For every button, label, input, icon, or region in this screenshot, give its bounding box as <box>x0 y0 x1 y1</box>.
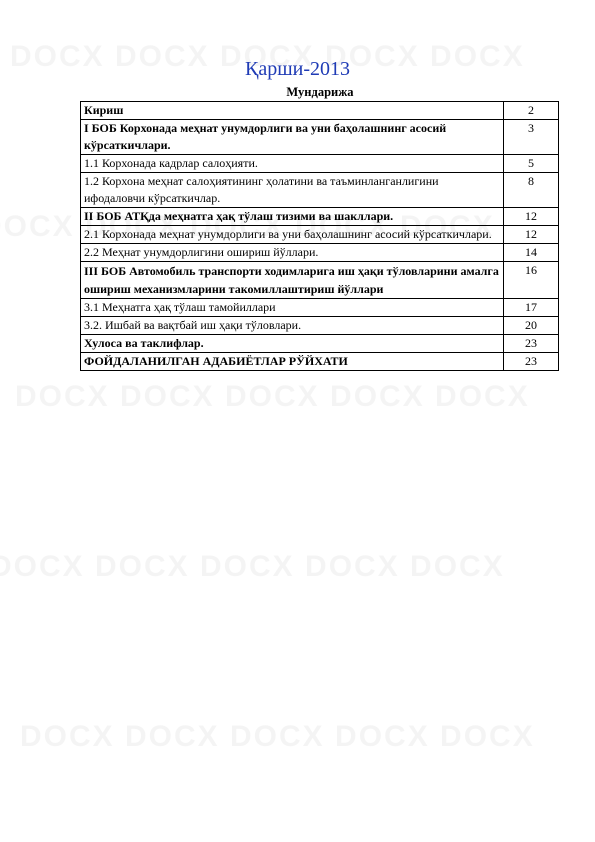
city-year-heading: Қарши-2013 <box>245 58 350 80</box>
toc-row <box>81 353 559 371</box>
watermark <box>20 720 535 754</box>
toc-entry-title: III БОБ Автомобиль транспорти ходимларига иш ҳақи тўловларини амалга ошириш механизмларини такомиллаштириш йўллари <box>81 262 504 299</box>
toc-entry-title: Хулоса ва таклифлар. <box>81 335 504 353</box>
toc-row <box>81 155 559 173</box>
toc-row <box>81 120 559 155</box>
toc-row <box>81 173 559 208</box>
toc-entry-page: 3 <box>504 120 559 155</box>
toc-title: Мундарижа <box>286 85 354 99</box>
toc-entry-page: 8 <box>504 173 559 208</box>
toc-entry-page: 16 <box>504 262 559 299</box>
toc-row <box>81 299 559 317</box>
toc-entry-page: 12 <box>504 208 559 226</box>
watermark <box>15 380 530 414</box>
toc-entry-title: ФОЙДАЛАНИЛГАН АДАБИЁТЛАР РЎЙХАТИ <box>81 353 504 371</box>
toc-row <box>81 262 559 299</box>
toc-entry-page: 5 <box>504 155 559 173</box>
toc-entry-title: 1.1 Корхонада кадрлар салоҳияти. <box>81 155 504 173</box>
toc-entry-page: 12 <box>504 226 559 244</box>
toc-row <box>81 208 559 226</box>
toc-entry-title: II БОБ АТҚда меҳнатга ҳақ тўлаш тизими ва шакллари. <box>81 208 504 226</box>
toc-entry-title: 3.2. Ишбай ва вақтбай иш ҳақи тўловлари. <box>81 317 504 335</box>
toc-entry-page: 14 <box>504 244 559 262</box>
toc-row <box>81 335 559 353</box>
table-of-contents <box>80 101 559 371</box>
toc-entry-page: 20 <box>504 317 559 335</box>
toc-row <box>81 226 559 244</box>
toc-entry-page: 23 <box>504 335 559 353</box>
toc-entry-title: 3.1 Меҳнатга ҳақ тўлаш тамойиллари <box>81 299 504 317</box>
toc-entry-title: 2.2 Меҳнат унумдорлигини ошириш йўллари. <box>81 244 504 262</box>
toc-entry-title: Кириш <box>81 102 504 120</box>
toc-entry-title: 1.2 Корхона меҳнат салоҳиятининг ҳолатини ва таъминланганлигини ифодаловчи кўрсаткичлар. <box>81 173 504 208</box>
toc-entry-title: 2.1 Корхонада меҳнат унумдорлиги ва уни баҳолашнинг асосий кўрсаткичлари. <box>81 226 504 244</box>
toc-entry-page: 23 <box>504 353 559 371</box>
toc-entry-title: I БОБ Корхонада меҳнат унумдорлиги ва уни баҳолашнинг асосий кўрсаткичлари. <box>81 120 504 155</box>
watermark <box>0 550 505 584</box>
toc-entry-page: 2 <box>504 102 559 120</box>
toc-row <box>81 102 559 120</box>
toc-entry-page: 17 <box>504 299 559 317</box>
toc-row <box>81 244 559 262</box>
toc-row <box>81 317 559 335</box>
